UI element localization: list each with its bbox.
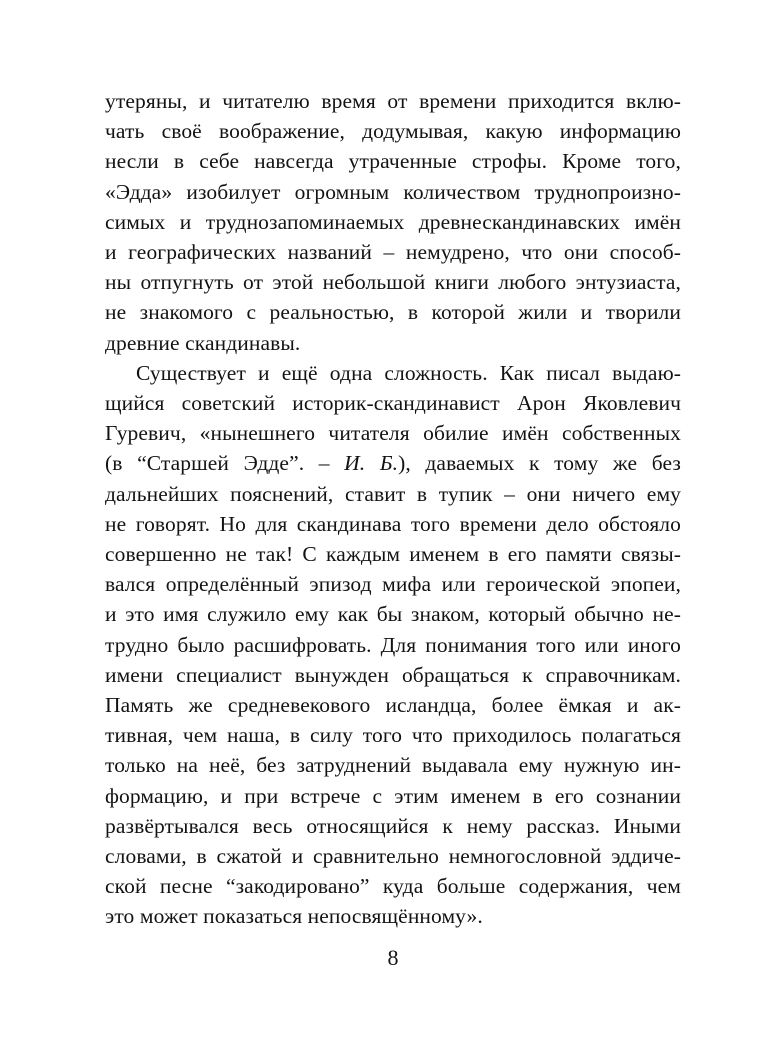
text-line: древние скандинавы. xyxy=(105,330,301,355)
text-line: формацию, и при встрече с этим именем в его сознании xyxy=(105,783,681,808)
text-line: и это имя служило ему как бы знаком, который обычно не- xyxy=(105,602,681,627)
text-line: несли в себе навсегда утраченные строфы. Кроме того, xyxy=(105,149,681,174)
text-line: вался определённый эпизод мифа или героической эпопеи, xyxy=(105,572,681,597)
text-line: симых и труднозапоминаемых древнескандинавских имён xyxy=(105,209,681,234)
text-line: тивная, чем наша, в силу того что приходилось полагаться xyxy=(105,723,681,748)
text-line: имени специалист вынужден обращаться к справочникам. xyxy=(105,662,681,687)
text-line: Гуревич, «нынешнего читателя обилие имён собственных xyxy=(105,421,681,446)
paragraph xyxy=(105,86,681,358)
text-line: не знакомого с реальностью, в которой жили и творили xyxy=(105,300,681,325)
text-line: утеряны, и читателю время от времени приходится вклю- xyxy=(105,89,681,113)
text-line: дальнейших пояснений, ставит в тупик – они ничего ему xyxy=(105,481,681,506)
text-line: развёртывался весь относящийся к нему рассказ. Иными xyxy=(105,813,681,838)
text-line: не говорят. Но для скандинава того времени дело обстояло xyxy=(105,511,681,536)
text-line: «Эдда» изобилует огромным количеством труднопроизно- xyxy=(105,179,681,204)
text-line: Существует и ещё одна сложность. Как писал выдаю- xyxy=(136,360,681,385)
text-line: ской песне “закодировано” куда больше содержания, чем xyxy=(105,874,681,899)
body-text xyxy=(105,86,681,932)
text-line: щийся советский историк-скандинавист Арон Яковлевич xyxy=(105,391,681,416)
text-line: Память же средневекового исландца, более ёмкая и ак- xyxy=(105,693,681,718)
text-line: трудно было расшифровать. Для понимания того или иного xyxy=(105,632,681,657)
text-line: только на неё, без затруднений выдавала ему нужную ин- xyxy=(105,753,681,778)
text-line: и географических названий – немудрено, что они способ- xyxy=(105,240,681,265)
text-line: ны отпугнуть от этой небольшой книги любого энтузиаста, xyxy=(105,270,681,295)
text-line: (в “Старшей Эдде”. – И. Б.), даваемых к тому же без xyxy=(105,451,681,476)
text-line: совершенно не так! С каждым именем в его памяти связы- xyxy=(105,542,681,567)
paragraph xyxy=(105,358,681,932)
text-line: это может показаться непосвящённому». xyxy=(105,904,483,929)
text-line: чать своё воображение, додумывая, какую информацию xyxy=(105,119,681,144)
page-number: 8 xyxy=(387,945,399,970)
text-line: словами, в сжатой и сравнительно немногословной эддиче- xyxy=(105,844,681,869)
